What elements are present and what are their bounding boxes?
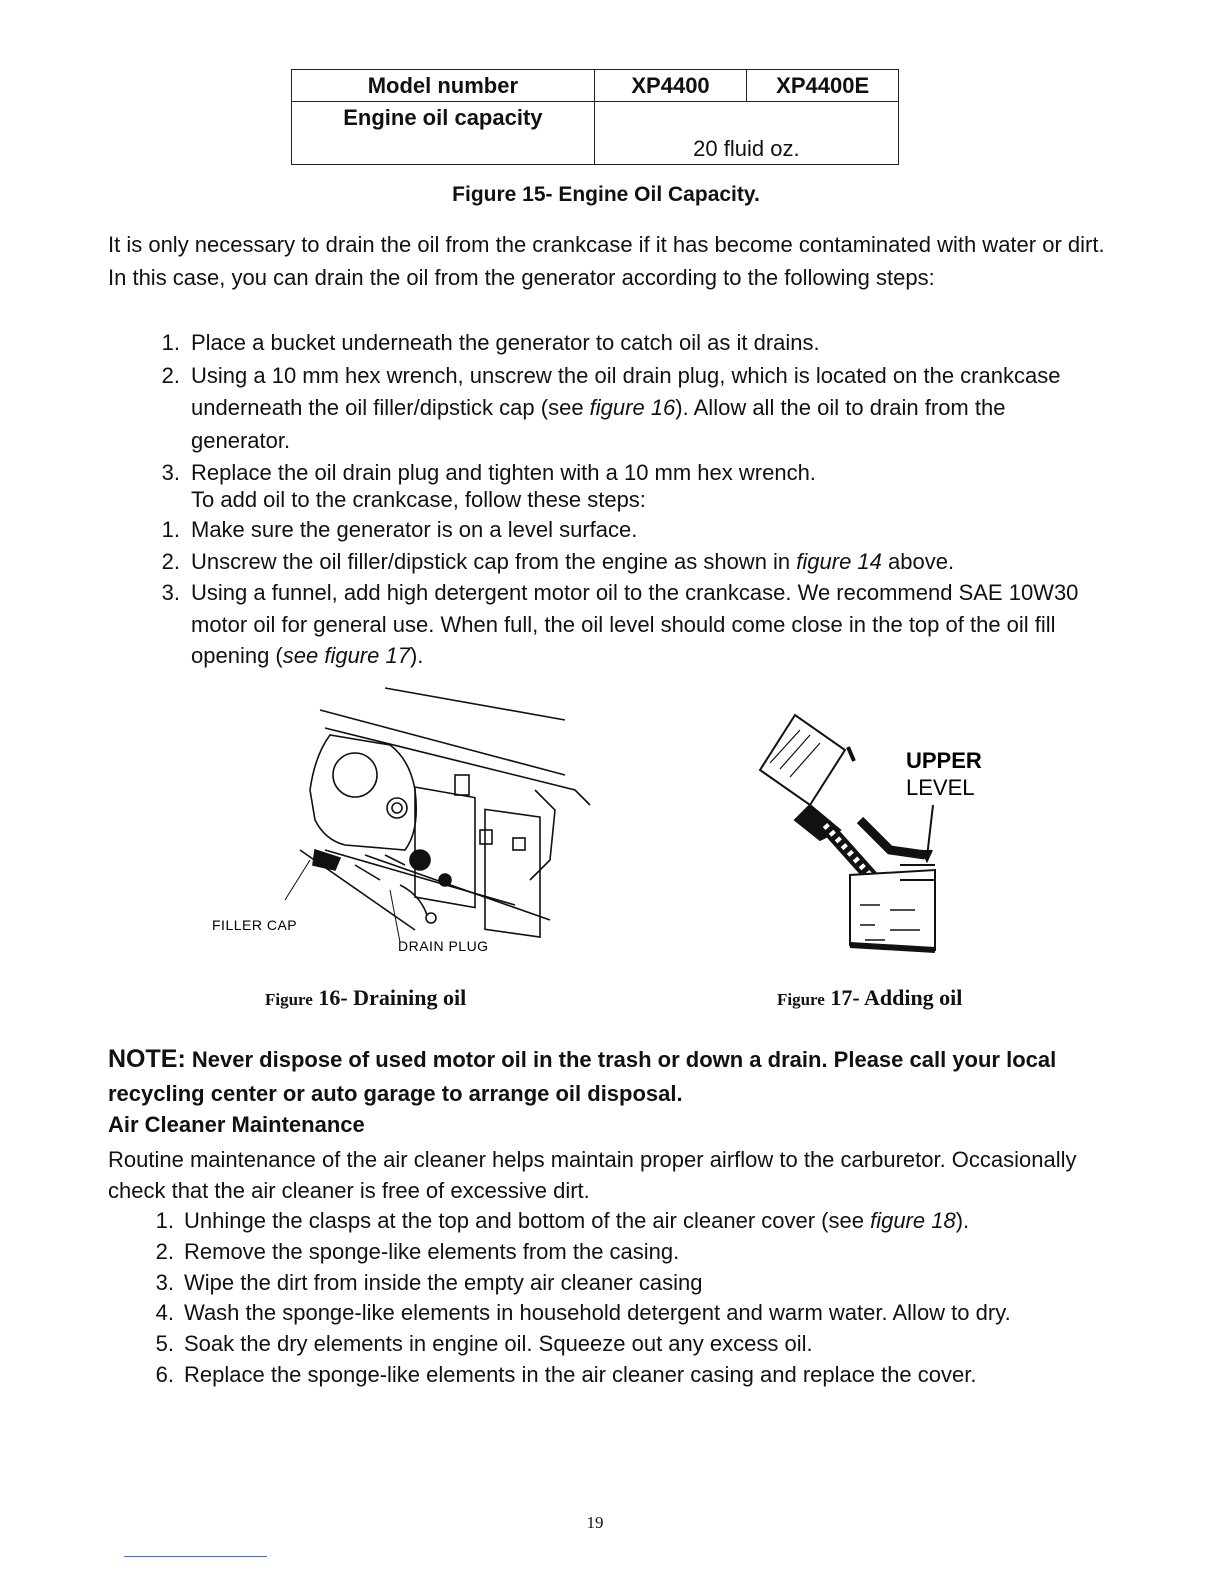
drain-plug-label: DRAIN PLUG: [398, 938, 489, 954]
add-oil-intro: To add oil to the crankcase, follow these steps:: [191, 487, 646, 512]
upper-label: UPPER: [906, 748, 982, 773]
note-label: NOTE:: [108, 1045, 186, 1073]
note-text: Never dispose of used motor oil in the trash or down a drain. Please call your local recycling center or auto garage to arrange oil disposal.: [108, 1047, 1057, 1106]
footer-divider: [124, 1556, 267, 1557]
figure-reference: figure 18: [870, 1208, 956, 1233]
xp4400e-header: XP4400E: [747, 70, 899, 102]
list-item: 2. Unscrew the oil filler/dipstick cap from the engine as shown in figure 14 above.: [161, 548, 955, 574]
engine-oil-capacity-table: [291, 69, 899, 165]
drain-steps-list: [150, 327, 1110, 490]
disposal-note: [108, 1042, 1108, 1111]
list-item: 4. Wash the sponge-like elements in household detergent and warm water. Allow to dry.: [155, 1300, 1011, 1326]
air-cleaner-steps-list: [144, 1206, 1104, 1391]
list-item: 1. Make sure the generator is on a level surface.: [161, 517, 638, 542]
figure-17-caption: Figure 17- Adding oil: [777, 985, 963, 1010]
list-item: 1. Unhinge the clasps at the top and bottom of the air cleaner cover (see figure 18).: [155, 1208, 970, 1233]
table-row: [292, 102, 899, 165]
model-number-header: Model number: [292, 70, 595, 102]
air-cleaner-heading: Air Cleaner Maintenance: [108, 1112, 365, 1137]
engine-oil-capacity-value: 20 fluid oz.: [594, 102, 898, 165]
list-item: 5. Soak the dry elements in engine oil. Squeeze out any excess oil.: [155, 1331, 813, 1357]
engine-oil-capacity-label: Engine oil capacity: [292, 102, 595, 165]
list-item: 3. Using a funnel, add high detergent motor oil to the crankcase. We recommend SAE 10W30 motor oil for general use. When full, the oil level should come close in the top of the oil fill opening (see figure 17).: [161, 580, 1079, 668]
list-item: 1. Place a bucket underneath the generator to catch oil as it drains.: [161, 330, 820, 355]
table-header-row: [292, 70, 899, 102]
add-oil-steps-list: [150, 514, 1110, 672]
figure-16-caption: Figure 16- Draining oil: [265, 985, 467, 1010]
list-item: 2. Remove the sponge-like elements from the casing.: [155, 1238, 680, 1264]
filler-cap-label: FILLER CAP: [212, 917, 298, 933]
figure-16-engine-drawing: [205, 680, 605, 960]
list-item: 6. Replace the sponge-like elements in the air cleaner casing and replace the cover.: [155, 1361, 977, 1387]
air-cleaner-intro: Routine maintenance of the air cleaner helps maintain proper airflow to the carburetor. Occasionally check that the air cleaner is free of excessive dirt.: [108, 1147, 1077, 1203]
level-label: LEVEL: [906, 775, 975, 800]
list-item: 3. Wipe the dirt from inside the empty air cleaner casing: [155, 1269, 703, 1295]
figure-reference: figure 16: [589, 395, 676, 420]
list-item: 3. Replace the oil drain plug and tighten with a 10 mm hex wrench.: [161, 460, 816, 485]
page-number: 19: [586, 1513, 604, 1532]
figure-15-caption: Figure 15- Engine Oil Capacity.: [452, 183, 760, 206]
figure-17-oil-can-drawing: [750, 705, 1000, 965]
figure-reference: figure 14: [796, 548, 882, 574]
xp4400-header: XP4400: [594, 70, 747, 102]
list-item: 2. Using a 10 mm hex wrench, unscrew the oil drain plug, which is located on the crankcase underneath the oil filler/dipstick cap (see figure 16). Allow all the oil to drain from the generator.: [161, 362, 1061, 453]
intro-paragraph: It is only necessary to drain the oil from the crankcase if it has become contaminated with water or dirt. In this case, you can drain the oil from the generator according to the following steps:: [108, 232, 1105, 290]
figure-reference: see figure 17: [282, 643, 410, 668]
